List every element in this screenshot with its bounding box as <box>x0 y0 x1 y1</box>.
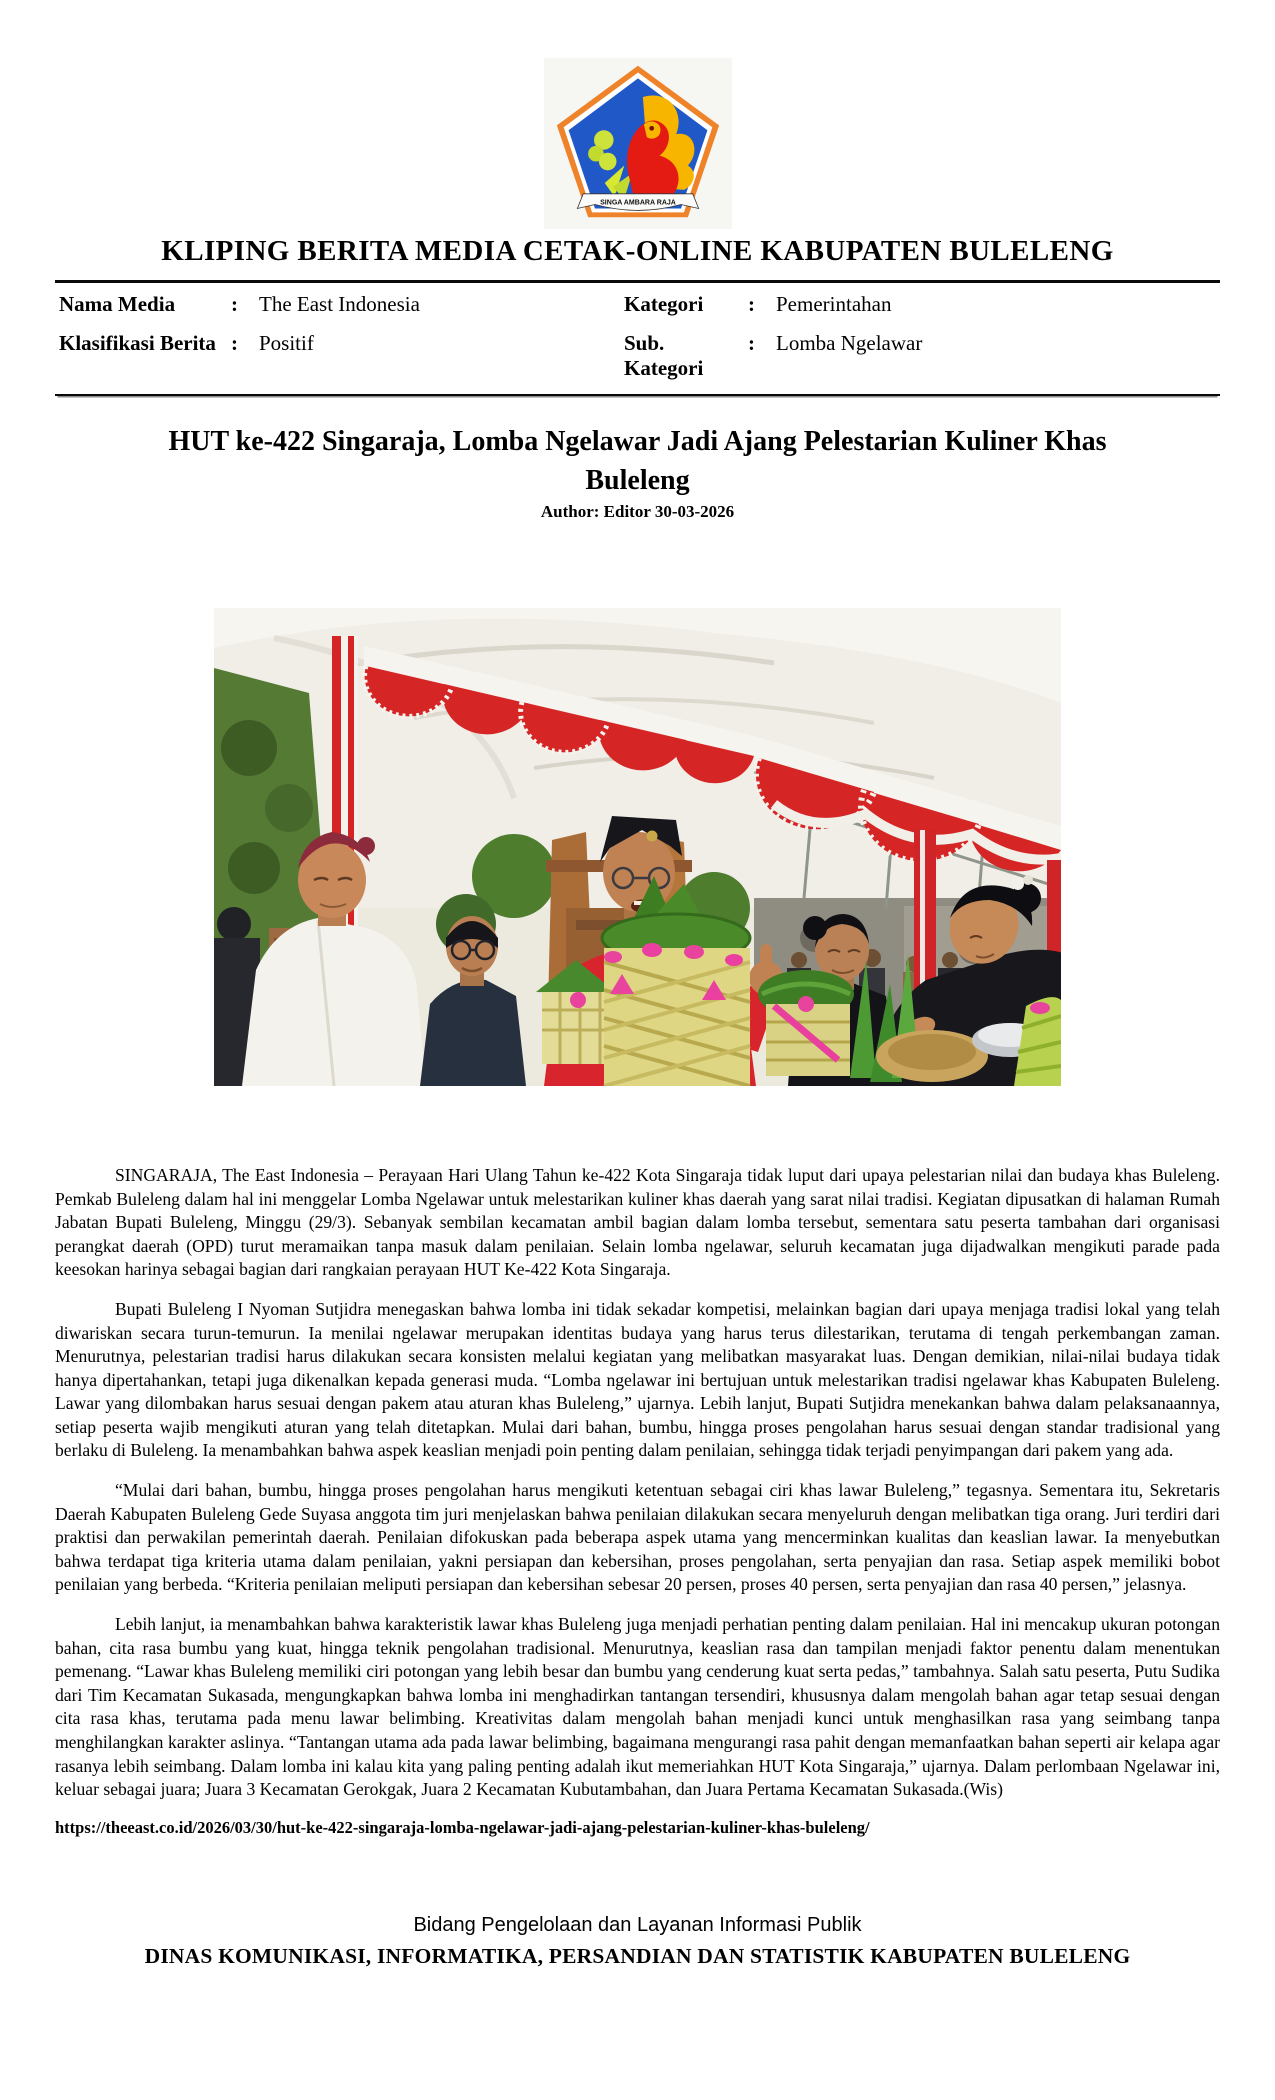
article-paragraph-2: Bupati Buleleng I Nyoman Sutjidra menegaskan bahwa lomba ini tidak sekadar kompetisi, melainkan bagian dari upaya menjaga tradisi lokal yang telah diwariskan secara turun-temurun. Ia menilai ngelawar merupakan identitas budaya yang harus terus dilestarikan, terutama di tengah perkembangan zaman. Menurutnya, pelestarian tradisi harus dilakukan secara konsisten melalui kegiatan yang melibatkan masyarakat luas. Dengan demikian, nilai-nilai budaya tidak hanya dipertahankan, tetapi juga dikenalkan kepada generasi muda. “Lomba ngelawar ini bertujuan untuk melestarikan tradisi ngelawar khas Kabupaten Buleleng. Lawar yang dilombakan harus sesuai dengan pakem atau aturan khas Buleleng,” ujarnya. Lebih lanjut, Bupati Sutjidra menekankan bahwa dalam pelaksanaannya, setiap peserta wajib mengikuti aturan yang telah ditetapkan. Mulai dari bahan, bumbu, hingga proses pengolahan harus sesuai dengan standar tradisional yang berlaku di Buleleng. Ia menambahkan bahwa aspek keaslian menjadi poin penting dalam penilaian, sehingga tidak terjadi penyimpangan dari pakem yang ada. <box>55 1298 1220 1461</box>
meta-value: Positif <box>259 331 314 356</box>
article-paragraph-3: “Mulai dari bahan, bumbu, hingga proses pengolahan harus mengikuti ketentuan sebagai ciri khas lawar Buleleng,” tegasnya. Sementara itu, Sekretaris Daerah Kabupaten Buleleng Gede Suyasa anggota tim juri menjelaskan bahwa penilaian dilakukan secara menyeluruh dengan melibatkan tiga orang. Juri terdiri dari praktisi dan perwakilan pemerintah daerah. Penilaian difokuskan pada beberapa aspek utama yang mencerminkan kualitas dan keaslian lawar. Ia menyebutkan bahwa terdapat tiga kriteria utama dalam penilaian, yakni persiapan dan kebersihan, proses pengolahan, serta penyajian dan rasa. Setiap aspek memiliki bobot penilaian yang berbeda. “Kriteria penilaian meliputi persiapan dan kebersihan sebesar 20 persen, proses 40 persen, serta penyajian dan rasa 40 persen,” jelasnya. <box>55 1480 1220 1595</box>
article-author-line: Author: Editor 30-03-2026 <box>540 501 735 521</box>
meta-colon: : <box>231 292 238 316</box>
meta-value: Pemerintahan <box>776 292 892 316</box>
meta-label: Klasifikasi Berita <box>59 331 216 356</box>
meta-colon: : <box>231 331 238 356</box>
meta-label: Kategori <box>624 292 704 316</box>
meta-value: Lomba Ngelawar <box>776 331 923 356</box>
footer-bidang-line: Bidang Pengelolaan dan Layanan Informasi Publik <box>413 1913 862 1936</box>
meta-nama-media <box>59 292 624 317</box>
document-footer <box>55 1914 1220 1969</box>
article-title: HUT ke-422 Singaraja, Lomba Ngelawar Jadi Ajang Pelestarian Kuliner Khas Buleleng <box>168 425 1107 496</box>
meta-label: Nama Media <box>59 292 176 316</box>
source-url-link[interactable]: https://theeast.co.id/2026/03/30/hut-ke-422-singaraja-lomba-ngelawar-jadi-ajang-pelestarian-kuliner-khas-buleleng/ <box>55 1817 870 1837</box>
buleleng-crest-icon <box>544 58 732 229</box>
crest-banner-text: SINGA AMBARA RAJA <box>599 199 676 207</box>
meta-colon: : <box>748 292 755 316</box>
header-logo-wrap <box>55 58 1220 229</box>
document-title: KLIPING BERITA MEDIA CETAK-ONLINE KABUPATEN BULELENG <box>161 235 1114 267</box>
meta-kategori <box>624 292 1216 317</box>
meta-sub-kategori <box>624 331 1216 381</box>
footer-dinas-line: DINAS KOMUNIKASI, INFORMATIKA, PERSANDIAN DAN STATISTIK KABUPATEN BULELENG <box>144 1943 1131 1968</box>
meta-klasifikasi-berita <box>59 331 624 381</box>
meta-value: The East Indonesia <box>259 292 420 316</box>
article-paragraph-1: SINGARAJA, The East Indonesia – Perayaan Hari Ulang Tahun ke-422 Kota Singaraja tidak luput dari upaya pelestarian nilai dan budaya khas Buleleng. Pemkab Buleleng dalam hal ini menggelar Lomba Ngelawar untuk melestarikan kuliner khas daerah yang sarat nilai tradisi. Kegiatan dipusatkan di halaman Rumah Jabatan Bupati Buleleng, Minggu (29/3). Sebanyak sembilan kecamatan ambil bagian dalam lomba tersebut, sementara satu peserta tambahan dari organisasi perangkat daerah (OPD) turut meramaikan tanpa masuk dalam penilaian. Selain lomba ngelawar, seluruh kecamatan juga dijadwalkan mengikuti parade pada keesokan harinya sebagai bagian dari rangkaian perayaan HUT Ke-422 Kota Singaraja. <box>55 1164 1220 1280</box>
media-meta-table <box>55 280 1220 396</box>
article-photo <box>214 608 1061 1086</box>
meta-label: Sub. Kategori <box>624 331 704 381</box>
article-body <box>55 1164 1220 1802</box>
article-paragraph-4: Lebih lanjut, ia menambahkan bahwa karakteristik lawar khas Buleleng juga menjadi perhatian penting dalam penilaian. Hal ini mencakup ukuran potongan bahan, cita rasa bumbu yang kuat, hingga teknik pengolahan tradisional. Menurutnya, keaslian rasa dan tampilan menjadi faktor penentu dalam menentukan pemenang. “Lawar khas Buleleng memiliki ciri potongan yang lebih besar dan bumbu yang cenderung kuat serta pedas,” tambahnya. Salah satu peserta, Putu Sudika dari Tim Kecamatan Sukasada, mengungkapkan bahwa lomba ini menghadirkan tantangan tersendiri, khususnya dalam mengolah bahan agar tetap sesuai dengan cita rasa khas, terutama pada menu lawar belimbing. Kreativitas dalam mengolah bahan menjadi kunci untuk menghasilkan rasa yang seimbang tanpa menghilangkan karakter aslinya. “Tantangan utama ada pada lawar belimbing, bagaimana mengurangi rasa pahit dengan memanfaatkan bahan seperti air kelapa agar rasanya lebih seimbang. Dalam lomba ini kalau kita yang paling penting adalah ikut memeriahkan HUT Kota Singaraja,” ujarnya. Dalam perlombaan Ngelawar ini, keluar sebagai juara; Juara 3 Kecamatan Gerokgak, Juara 2 Kecamatan Kubutambahan, dan Juara Pertama Kecamatan Sukasada.(Wis) <box>55 1614 1220 1800</box>
meta-colon: : <box>748 331 755 356</box>
